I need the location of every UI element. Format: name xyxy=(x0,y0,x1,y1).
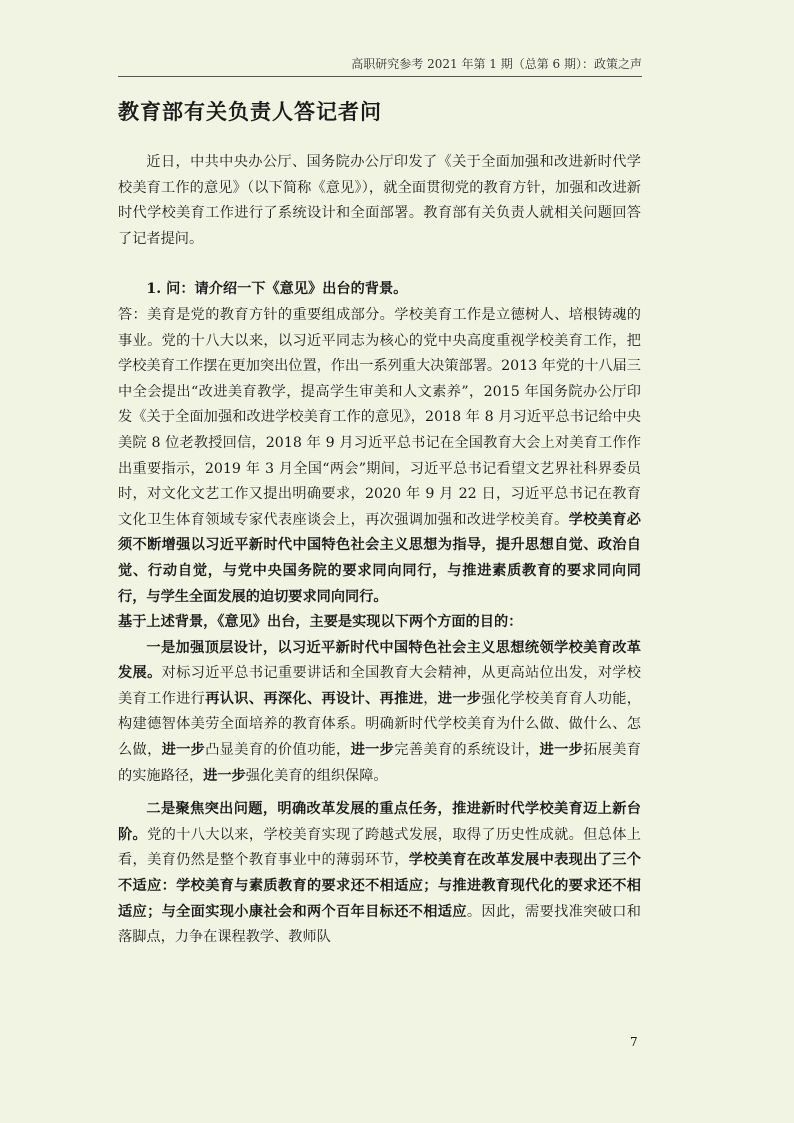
purpose-1-emphasis: 进一步 xyxy=(161,742,206,759)
purpose-intro-text: 基于上述背景，《意见》出台，主要是实现以下两个方面的目的： xyxy=(118,614,523,631)
question-1 xyxy=(118,277,641,303)
running-header xyxy=(118,54,642,77)
purpose-1-text: 完善美育的系统设计， xyxy=(394,742,540,759)
article-body xyxy=(118,150,641,951)
purpose-1-emphasis: 进一步 xyxy=(203,767,246,784)
article-title: 教育部有关负责人答记者问 xyxy=(118,100,382,124)
purpose-2-emphasis: 学校美育在改革发展中表现出了三个不适应：学校美育与素质教育的要求还不相适应；与推进教育现代化的要求还不相适应；与全面实现小康社会和两个百年目标还不相适应 xyxy=(118,852,641,920)
purpose-1-emphasis: 进一步 xyxy=(350,742,395,759)
purpose-1-paragraph xyxy=(118,636,641,790)
purpose-1-text: 强化美育的组织保障。 xyxy=(245,767,388,784)
purpose-intro xyxy=(118,610,641,636)
paragraph-gap xyxy=(118,789,641,797)
purpose-1-text: 强化学校美育育人功能，构建德智体美劳全面培养的教育体系。明确新时代学校美育为什么做、做什么、怎么做， xyxy=(118,690,641,759)
purpose-1-emphasis: 再认识、再深化、再设计、再推进 xyxy=(205,690,424,707)
purpose-1-lead: 一是加强顶层设计，以习近平新时代中国特色社会主义思想统领学校美育改革发展。 xyxy=(118,639,641,682)
question-1-text: 1. 问：请介绍一下《意见》出台的背景。 xyxy=(146,281,408,298)
answer-1 xyxy=(118,303,641,610)
purpose-1-text: 拓展美育的实施路径， xyxy=(118,742,641,784)
purpose-1-text: ， xyxy=(423,690,438,707)
purpose-2-paragraph xyxy=(118,797,641,951)
purpose-1-text: 凸显美育的价值功能， xyxy=(205,742,351,759)
purpose-2-text: 党的十八大以来，学校美育实现了跨越式发展，取得了历史性成就。但总体上看，美育仍然是整个教育事业中的薄弱环节， xyxy=(118,826,641,869)
purpose-1-text: 对标习近平总书记重要讲话和全国教育大会精神，从更高站位出发，对学校美育工作进行 xyxy=(118,665,641,707)
paragraph-gap xyxy=(118,252,641,277)
purpose-2-lead: 二是聚焦突出问题，明确改革发展的重点任务，推进新时代学校美育迈上新台阶。 xyxy=(118,801,641,843)
purpose-1-emphasis: 进一步 xyxy=(437,690,482,707)
intro-paragraph: 近日，中共中央办公厅、国务院办公厅印发了《关于全面加强和改进新时代学校美育工作的意见》（以下简称《意见》），就全面贯彻党的教育方针，加强和改进新时代学校美育工作进行了系统设计和全面部署。教育部有关负责人就相关问题回答了记者提问。 xyxy=(118,154,641,247)
page-number: 7 xyxy=(630,1035,638,1049)
purpose-2-text: 。因此，需要找准突破口和落脚点，力争在课程教学、教师队 xyxy=(118,903,641,946)
running-header-text: 高职研究参考 2021 年第 1 期（总第 6 期）：政策之声 xyxy=(351,57,642,71)
purpose-1-emphasis: 进一步 xyxy=(539,742,584,759)
answer-1-emphasis: 学校美育必须不断增强以习近平新时代中国特色社会主义思想为指导，提升思想自觉、政治自觉、行动自觉，与党中央国务院的要求同向同行，与推进素质教育的要求同向同行，与学生全面发展的迫切要求同向同行。 xyxy=(118,511,641,605)
answer-1-text: 答：美育是党的教育方针的重要组成部分。学校美育工作是立德树人、培根铸魂的事业。党的十八大以来，以习近平同志为核心的党中央高度重视学校美育工作，把学校美育工作摆在更加突出位置，作出一系列重大决策部署。2013 年党的十八届三中全会提出“改进美育教学，提高学生审美和人文素养”，2015 年国务院办公厅印发《关于全面加强和改进学校美育工作的意见》，2018 年 8 月习近平总书记给中央美院 8 位老教授回信，2018 年 9 月习近平总书记在全国教育大会上对美育工作作出重要指示，2019 年 3 月全国“两会”期间，习近平总书记看望文艺界社科界委员时，对文化文艺工作又提出明确要求，2020 年 9 月 22 日，习近平总书记在教育文化卫生体育领域专家代表座谈会上，再次强调加强和改进学校美育。 xyxy=(118,306,641,528)
